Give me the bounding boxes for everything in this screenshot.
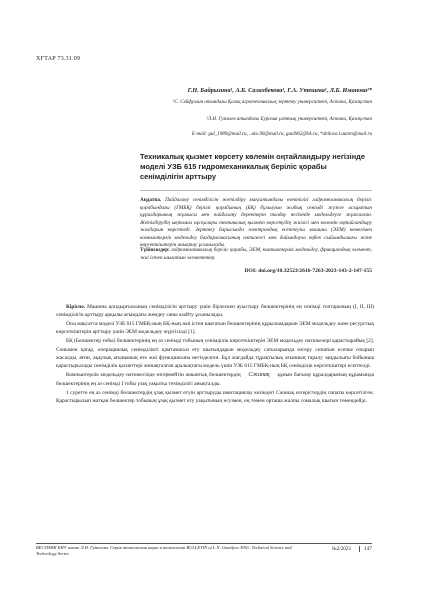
page-number: 147: [359, 546, 372, 552]
affiliation-2: ²Л.Н. Гумилев атындағы Еуразия ұлттық университеті, Астана, Қазақстан: [206, 117, 372, 122]
intro-text: Машина қондырғысының сенімділігін арттыру үшін бірлескен ауыстыру бөлшектерінің ең сенімді топтарының (I, II, III) сенімділігін арттыру арқылы ағымдағы жөндеу саны азайту ұсынылады.: [56, 304, 374, 319]
paper-title: Техникалық қызмет көрсету көлемін оңтайландыру негізінде моделі УЗБ 615 гидромеханикалық беріліс қорабы сенімділігін арттыру: [140, 152, 365, 181]
abstract-text: Пайдалану сенімділігін жетілдіру мақсатындағы өзектілігі гидромеханикалық беріліс қорабындағы (ГМБҚ) беріліс қорабының (БҚ) бұзылуын жабық сенімді жүзеге асыратын құралдарының жұмысы мен пайдалану деректерін талдау негізінде модельдеуге жұмсалған. Жетілдірудің ықтимал нұсқалары техникалық қызмет көрсетудің жиілігі мен көлемін оңтайландыру жолдарын көрсетеді. Зерттеу барысында электрондық есептеуіш машина (ЭЕМ) көмегімен компьютерлік модельдеу бағдарламасының нәтижесі мен дайындауға еңбек сыйымдылығы және көрсеткіштерін анықтау ұсынылады.: [140, 197, 372, 249]
author-emails: E-mail: gul_1989@mail.ru, ..sko.90@mail.ru, gaul962@bk.ru, *abilova.l.auren@mail.ru: [191, 132, 372, 137]
footer-meta: [332, 546, 372, 552]
doi-link[interactable]: DOI: doi.org/10.32523/2616-7263-2023-143-2-147-155: [244, 268, 372, 274]
paragraph-5: 1 суретте ең аз сенімді бөлшектердің ұзақ қызмет етуін арттыруды имитациялау кезіндегі Cжинақ өзгерістердің сипаты көрсетілген. Қарастырылып жатқан бөлшектер тобының ұзақ қызмет ету уақытының өсуімен, ең төмен орташа жалпы сомалық шығын төмендейді.: [56, 389, 374, 405]
paragraph-4-start: Компьютерлік модельдеу нәтижесінде өзгермейтін жиынтық бөлшектердің: [66, 371, 241, 378]
keywords: [140, 247, 372, 262]
keywords-label: Түйінсөздер:: [140, 247, 170, 253]
cost-symbol: Cжинақ: [248, 371, 270, 378]
issue-number: №2/2023: [332, 546, 351, 552]
title-divider: [140, 190, 372, 191]
paragraph-intro: [56, 303, 374, 319]
journal-name: ВЕСТНИК ЕНУ имени Л.Н. Гумилева. Серия техническая наука и технологии BULLETIN of L.N. Gumilyov ENU. Technical Science and Technology Series: [36, 545, 292, 557]
abstract: [140, 197, 372, 250]
irsti-code: ХҒТАР 73.31.09: [36, 56, 81, 62]
paragraph-2: Осы мақсатта моделі УЗБ 615 ГМБҚ-ның БҚ-ның жиі істен шығатын бөлшектерінің құрылымдарын ЭЕМ модельдеу және ресурстық көрсеткіштерін арттыру үшін ЭЕМ модельдеу жүргізілді [1].: [56, 321, 374, 336]
keywords-text: гидромеханикалық беріліс қорабы, ЭЕМ, компьютерлік модельдеу, фрикциондық элемент, жиі істен шығатын элементтер.: [140, 247, 373, 261]
affiliation-1: ¹С. Сейфуллин атындағы Қазақ агротехникалық зерттеу университеті, Астана, Қазақстан: [172, 100, 372, 105]
paragraph-4: [56, 371, 374, 388]
footer-divider: [36, 543, 372, 544]
intro-label: Кіріспе.: [66, 304, 86, 310]
paragraph-4-end: құнын бағалау құралдарының құрамында бөлшектерінің ең аз сенімді I тобы үзақ уақытқа төзімділігі анықталды.: [56, 371, 374, 387]
abstract-label: Аңдатпа.: [140, 197, 162, 203]
author-list: Г.Н. Байрызина¹, А.Б. Салахбекова¹, Г.А. Утешева¹, Л.Б. Иманова²*: [187, 87, 372, 94]
body-text: [56, 303, 374, 406]
paragraph-3: БҚ (Бөлшектер тобы) бөлшектерінің ең аз сенімді тобының сенімділік көрсеткіштерін ЭЕМ модельдеу нәтижелері қарастырайық [2]. Сонымен қатар, операциялық сенімділікті қамтамасыз ету шығындарын модельдеу сатыларында өзгеру сипатын есепке отырып жасалды, яғни, ақаулық ағынының өте жиі функциясына негізделген. Бұл жағдайда тұрақтылық ағынның таралу заңдылығы бойынша қарастырылады сенімділік қасиеттері жинақталған аралықтағы модель үшін УЗБ 615 ГМБҚ-ның БҚ сенімділік көрсеткіштері есептелді.: [56, 338, 374, 369]
